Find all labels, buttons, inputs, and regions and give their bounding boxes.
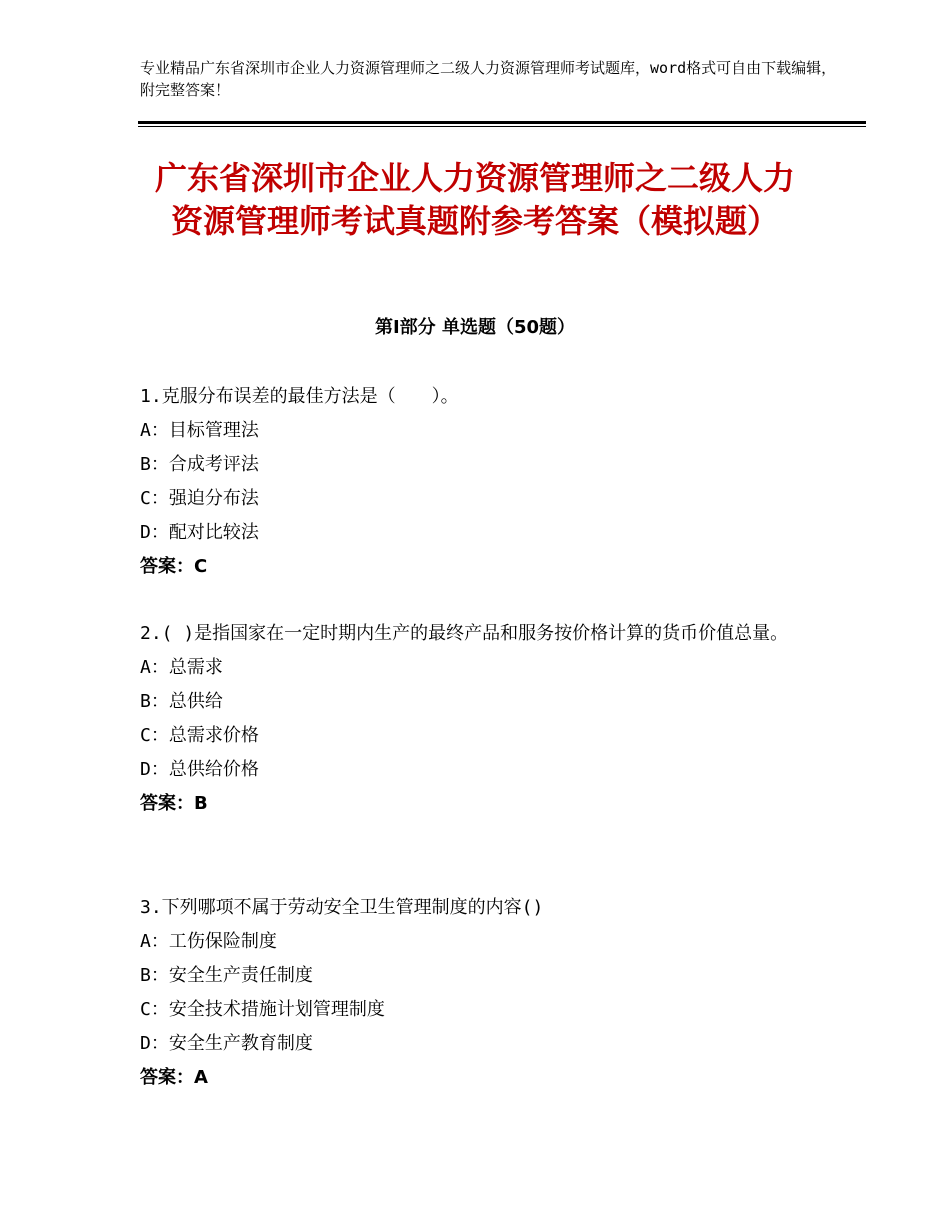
option-c: C：安全技术措施计划管理制度 <box>140 999 385 1020</box>
header-rule-thick <box>138 121 866 124</box>
question-3 <box>140 891 820 1095</box>
option-c: C：强迫分布法 <box>140 488 259 509</box>
option-a: A：目标管理法 <box>140 420 259 441</box>
header-rule-thin <box>138 126 866 127</box>
question-2 <box>140 617 820 821</box>
question-text: 2.( )是指国家在一定时期内生产的最终产品和服务按价格计算的货币价值总量。 <box>140 623 789 644</box>
option-b: B：总供给 <box>140 691 223 712</box>
option-b: B：安全生产责任制度 <box>140 965 313 986</box>
question-text: 3.下列哪项不属于劳动安全卫生管理制度的内容() <box>140 897 544 918</box>
document-title: 广东省深圳市企业人力资源管理师之二级人力资源管理师考试真题附参考答案（模拟题） <box>154 159 795 240</box>
header-note: 专业精品广东省深圳市企业人力资源管理师之二级人力资源管理师考试题库，word格式可自由下载编辑，附完整答案！ <box>140 59 837 99</box>
question-text: 1.克服分布误差的最佳方法是（ ）。 <box>140 386 459 407</box>
option-a: A：工伤保险制度 <box>140 931 277 952</box>
answer: 答案：B <box>140 793 208 814</box>
answer: 答案：C <box>140 556 208 577</box>
option-d: D：总供给价格 <box>140 759 259 780</box>
answer: 答案：A <box>140 1067 208 1088</box>
option-b: B：合成考评法 <box>140 454 259 475</box>
option-c: C：总需求价格 <box>140 725 259 746</box>
question-1 <box>140 380 820 584</box>
option-d: D：安全生产教育制度 <box>140 1033 313 1054</box>
option-a: A：总需求 <box>140 657 223 678</box>
section-title: 第Ⅰ部分 单选题（50题） <box>374 317 575 338</box>
option-d: D：配对比较法 <box>140 522 259 543</box>
